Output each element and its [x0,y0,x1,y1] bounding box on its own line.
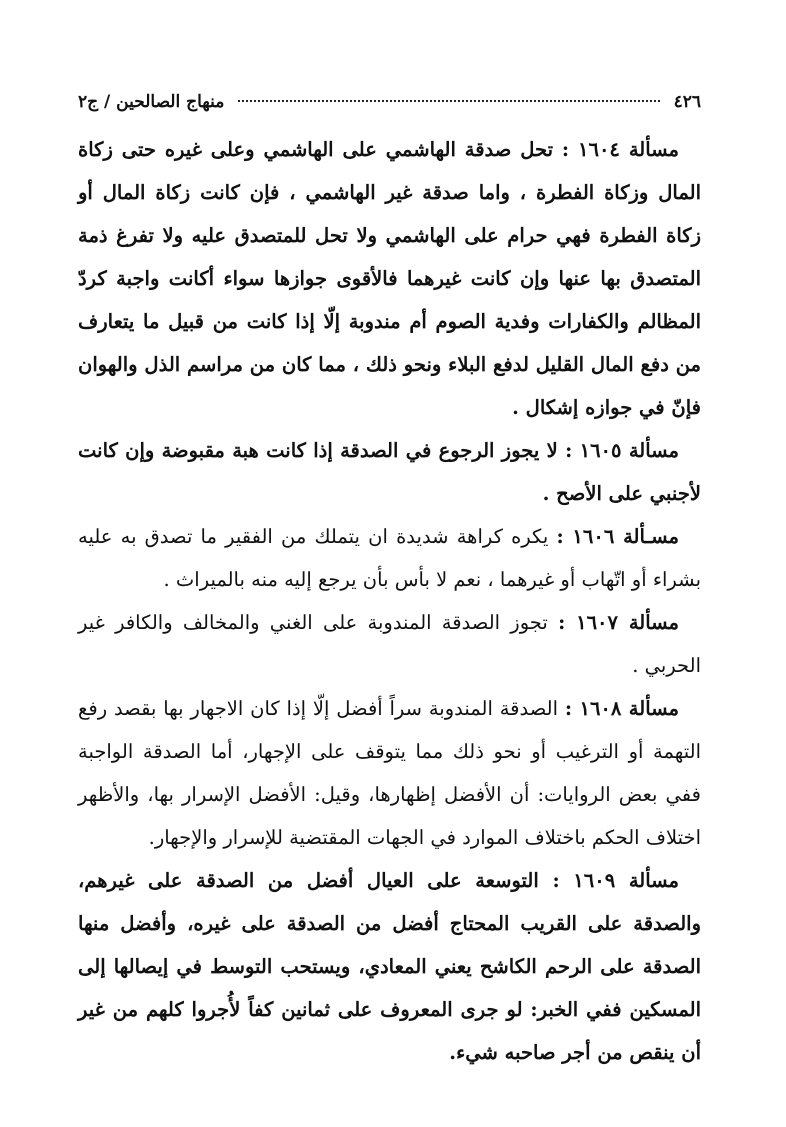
issue-label: مسألة ١٦٠٥ : [565,439,679,462]
issue-text: التوسعة على العيال أفضل من الصدقة على غيرهم، والصدقة على القريب المحتاج أفضل من الصدقة على غيره، وأفضل منها الصدقة على الرحم الكاشح يعني المعادي، ويستحب التوسط في إيصالها إلى المسكين ففي الخبر: لو جرى المعروف على ثمانين كفاً لأُجروا كلهم من غير أن ينقص من أجر صاحبه شيء. [78,869,701,1064]
issue-1604 [78,128,701,429]
issue-label: مسألة ١٦٠٧ : [558,611,679,634]
issue-1607 [78,601,701,687]
issue-text: لا يجوز الرجوع في الصدقة إذا كانت هبة مقبوضة وإن كانت لأجنبي على الأصح . [78,439,701,505]
leader-dots [238,100,659,102]
issue-label: مسألة ١٦٠٩ : [552,869,679,892]
issue-1609 [78,859,701,1074]
issue-1606 [78,515,701,601]
issue-text: الصدقة المندوبة سراً أفضل إلّا إذا كان الاجهار بها بقصد رفع التهمة أو الترغيب أو نحو ذلك مما يتوقف على الإجهار، أما الصدقة الواجبة ففي بعض الروايات: أن الأفضل إظهارها، وقيل: الأفضل الإسرار بها، والأظهر اختلاف الحكم باختلاف الموارد في الجهات المقتضية للإسرار والإجهار. [78,697,701,849]
issue-1608 [78,687,701,859]
issue-text: تجوز الصدقة المندوبة على الغني والمخالف والكافر غير الحربي . [78,611,701,677]
book-page [78,92,701,1074]
issue-label: مسألة ١٦٠٨ : [564,697,679,720]
issue-text: تحل صدقة الهاشمي على الهاشمي وعلى غيره حتى زكاة المال وزكاة الفطرة ، واما صدقة غير الهاشمي ، فإن كانت زكاة المال أو زكاة الفطرة فهي حرام على الهاشمي ولا تحل للمتصدق عليه ولا تفرغ ذمة المتصدق بها عنها وإن كانت غيرهما فالأقوى جوازها سواء أكانت واجبة كردّ المظالم والكفارات وفدية الصوم أم مندوبة إلّا إذا كانت من قبيل ما يتعارف من دفع المال القليل لدفع البلاء ونحو ذلك ، مما كان من مراسم الذل والهوان فإنّ في جوازه إشكال . [78,138,701,419]
issue-label: مسألة ١٦٠٤ : [561,138,679,161]
issue-label: مسـألة ١٦٠٦ : [556,525,679,548]
issue-text: يكره كراهة شديدة ان يتملك من الفقير ما تصدق به عليه بشراء أو اتّهاب أو غيرهما ، نعم لا بأس بأن يرجع إليه منه بالميراث . [78,525,701,591]
issue-1605 [78,429,701,515]
page-header [78,92,701,128]
page-number: ٤٢٦ [673,92,701,112]
running-title: منهاج الصالحين / ج٢ [78,92,225,112]
